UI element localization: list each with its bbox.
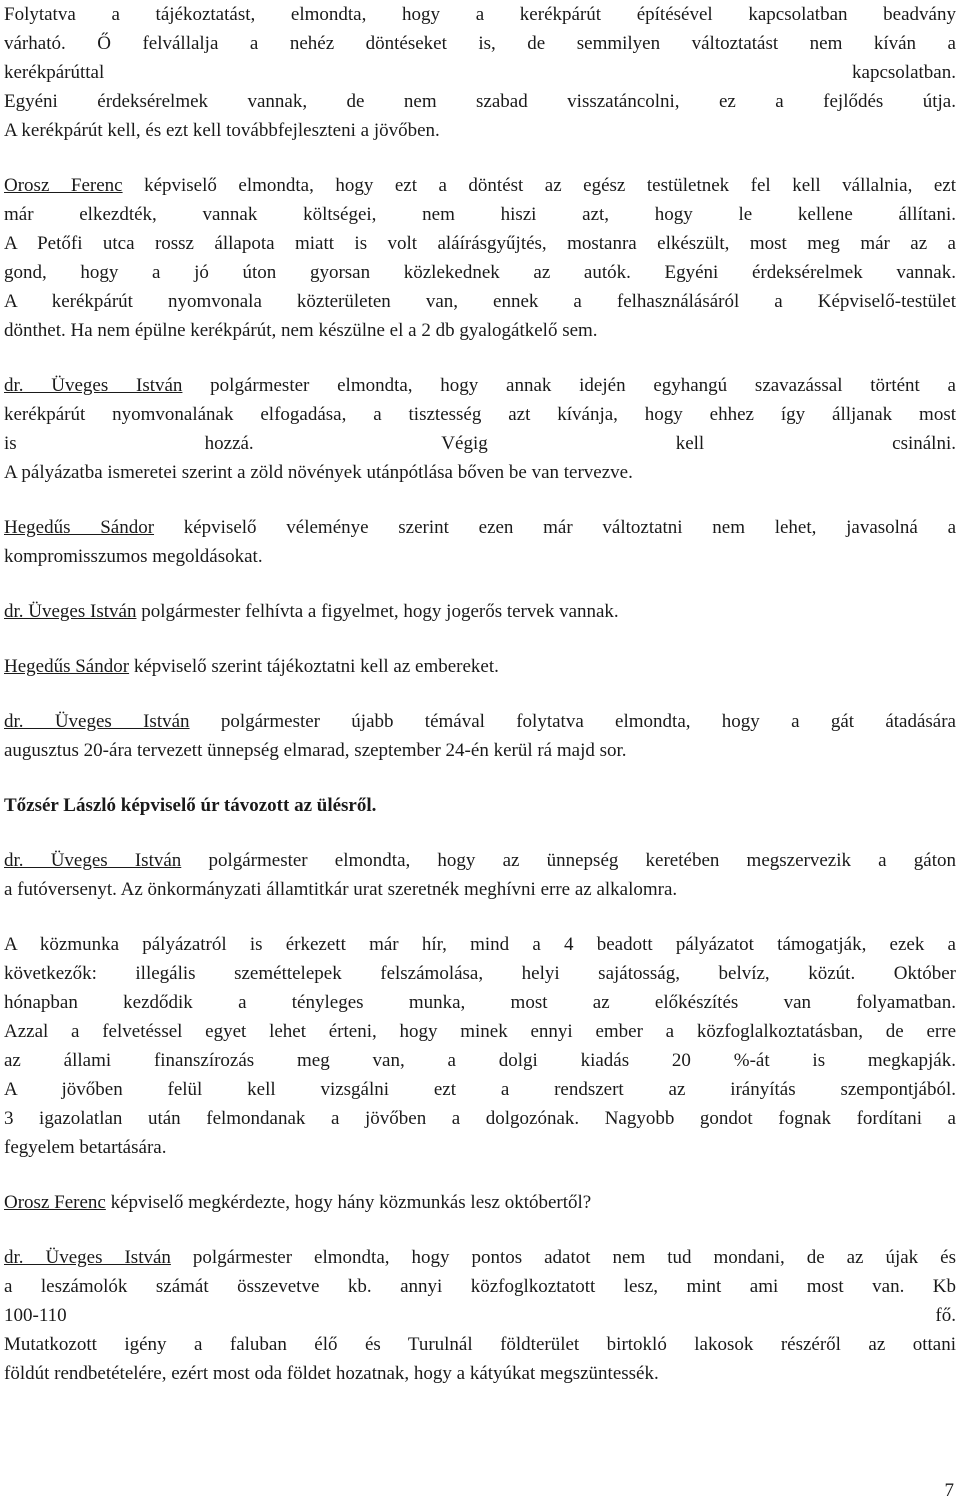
document-page [4, 0, 956, 1388]
speaker-name: dr. Üveges István [4, 711, 190, 732]
text-line: A közmunka pályázatról is érkezett már hír, mind a 4 beadott pályázatot támogatják, ezek a [4, 934, 956, 955]
text-line: 3 igazolatlan után felmondanak a jövőben a dolgozónak. Nagyobb gondot fognak fordítani a [4, 1108, 956, 1129]
text-line: hónapban kezdődik a tényleges munka, most az előkészítés van folyamatban. [4, 992, 956, 1013]
text-line: képviselő szerint tájékoztatni kell az embereket. [129, 656, 499, 677]
speaker-name: dr. Üveges István [4, 850, 182, 871]
text-line: Azzal a felvetéssel egyet lehet érteni, hogy minek ennyi ember a közfoglalkoztatásban, de erre [4, 1021, 956, 1042]
paragraph-hegedus-1 [4, 513, 956, 571]
text-line: már elkezdték, vannak költségei, nem hiszi azt, hogy le kellene állítani. [4, 204, 956, 225]
text-line: következők: illegális szeméttelepek felszámolása, helyi sajátosság, belvíz, közút. Október [4, 963, 956, 984]
text-line: kerékpárút nyomvonalának elfogadása, a tisztesség azt kívánja, hogy ehhez így álljanak most [4, 404, 956, 425]
text-line: földút rendbetételére, ezért most oda földet hozatnak, hogy a kátyúkat megszüntessék. [4, 1363, 659, 1384]
text-line: kerékpárúttal kapcsolatban. [4, 62, 956, 83]
text-line: várható. Ő felvállalja a nehéz döntéseket is, de semmilyen változtatást nem kíván a [4, 33, 956, 54]
text-line: Tőzsér László képviselő úr távozott az ülésről. [4, 795, 377, 816]
text-line: polgármester elmondta, hogy pontos adatot nem tud mondani, de az újak és [170, 1247, 956, 1268]
text-line: a leszámolók számát összevetve kb. annyi közfoglkoztatott lesz, mint ami most van. Kb [4, 1276, 956, 1297]
text-line: 100-110 fő. [4, 1305, 956, 1326]
paragraph-uveges-1 [4, 371, 956, 487]
text-line: képviselő elmondta, hogy ezt a döntést az egész testületnek fel kell vállalnia, ezt [122, 175, 956, 196]
text-line: Mutatkozott igény a faluban élő és Turulnál földterület birtokló lakosok részéről az ottani [4, 1334, 956, 1355]
speaker-name: dr. Üveges István [4, 375, 183, 396]
text-line: augusztus 20-ára tervezett ünnepség elmarad, szeptember 24-én kerül rá majd sor. [4, 740, 627, 761]
paragraph-intro [4, 0, 956, 145]
text-line: A kerékpárút kell, és ezt kell továbbfejleszteni a jövőben. [4, 120, 440, 141]
text-line: kompromisszumos megoldásokat. [4, 546, 263, 567]
speaker-name: Hegedűs Sándor [4, 656, 130, 677]
paragraph-uveges-4 [4, 846, 956, 904]
speaker-name: dr. Üveges István [4, 601, 137, 622]
text-line: a futóversenyt. Az önkormányzati államtitkár urat szeretnék meghívni erre az alkalomra. [4, 879, 678, 900]
paragraph-hegedus-2 [4, 652, 956, 681]
text-line: Folytatva a tájékoztatást, elmondta, hogy a kerékpárút építésével kapcsolatban beadvány [4, 4, 956, 25]
text-line: polgármester újabb témával folytatva elmondta, hogy a gát átadására [189, 711, 956, 732]
text-line: A jövőben felül kell vizsgálni ezt a rendszert az irányítás szempontjából. [4, 1079, 956, 1100]
speaker-name: Orosz Ferenc [4, 175, 123, 196]
paragraph-uveges-5 [4, 1243, 956, 1388]
paragraph-orosz-2 [4, 1188, 956, 1217]
text-line: is hozzá. Végig kell csinálni. [4, 433, 956, 454]
paragraph-public-work [4, 930, 956, 1162]
paragraph-uveges-2 [4, 597, 956, 626]
page-number: 7 [944, 1480, 954, 1501]
paragraph-orosz-1 [4, 171, 956, 345]
text-line: A Petőfi utca rossz állapota miatt is volt aláírásgyűjtés, mostanra elkészült, most meg már az a [4, 233, 956, 254]
text-line: gond, hogy a jó úton gyorsan közlekednek az autók. Egyéni érdeksérelmek vannak. [4, 262, 956, 283]
text-line: polgármester elmondta, hogy annak idején egyhangú szavazással történt a [182, 375, 956, 396]
text-line: polgármester felhívta a figyelmet, hogy jogerős tervek vannak. [136, 601, 619, 622]
text-line: képviselő megkérdezte, hogy hány közmunkás lesz októbertől? [105, 1192, 592, 1213]
paragraph-uveges-3 [4, 707, 956, 765]
text-line: az állami finanszírozás meg van, a dolgi kiadás 20 %-át is megkapják. [4, 1050, 956, 1071]
speaker-name: Hegedűs Sándor [4, 517, 155, 538]
notice-member-left [4, 791, 956, 820]
text-line: A pályázatba ismeretei szerint a zöld növények utánpótlása bőven be van tervezve. [4, 462, 633, 483]
text-line: dönthet. Ha nem épülne kerékpárút, nem készülne el a 2 db gyalogátkelő sem. [4, 320, 598, 341]
text-line: polgármester elmondta, hogy az ünnepség keretében megszervezik a gáton [181, 850, 956, 871]
speaker-name: dr. Üveges István [4, 1247, 171, 1268]
speaker-name: Orosz Ferenc [4, 1192, 106, 1213]
text-line: A kerékpárút nyomvonala közterületen van, ennek a felhasználásáról a Képviselő-testület [4, 291, 956, 312]
text-line: képviselő véleménye szerint ezen már változtatni nem lehet, javasolná a [154, 517, 957, 538]
text-line: Egyéni érdeksérelmek vannak, de nem szabad visszatáncolni, ez a fejlődés útja. [4, 91, 956, 112]
text-line: fegyelem betartására. [4, 1137, 167, 1158]
